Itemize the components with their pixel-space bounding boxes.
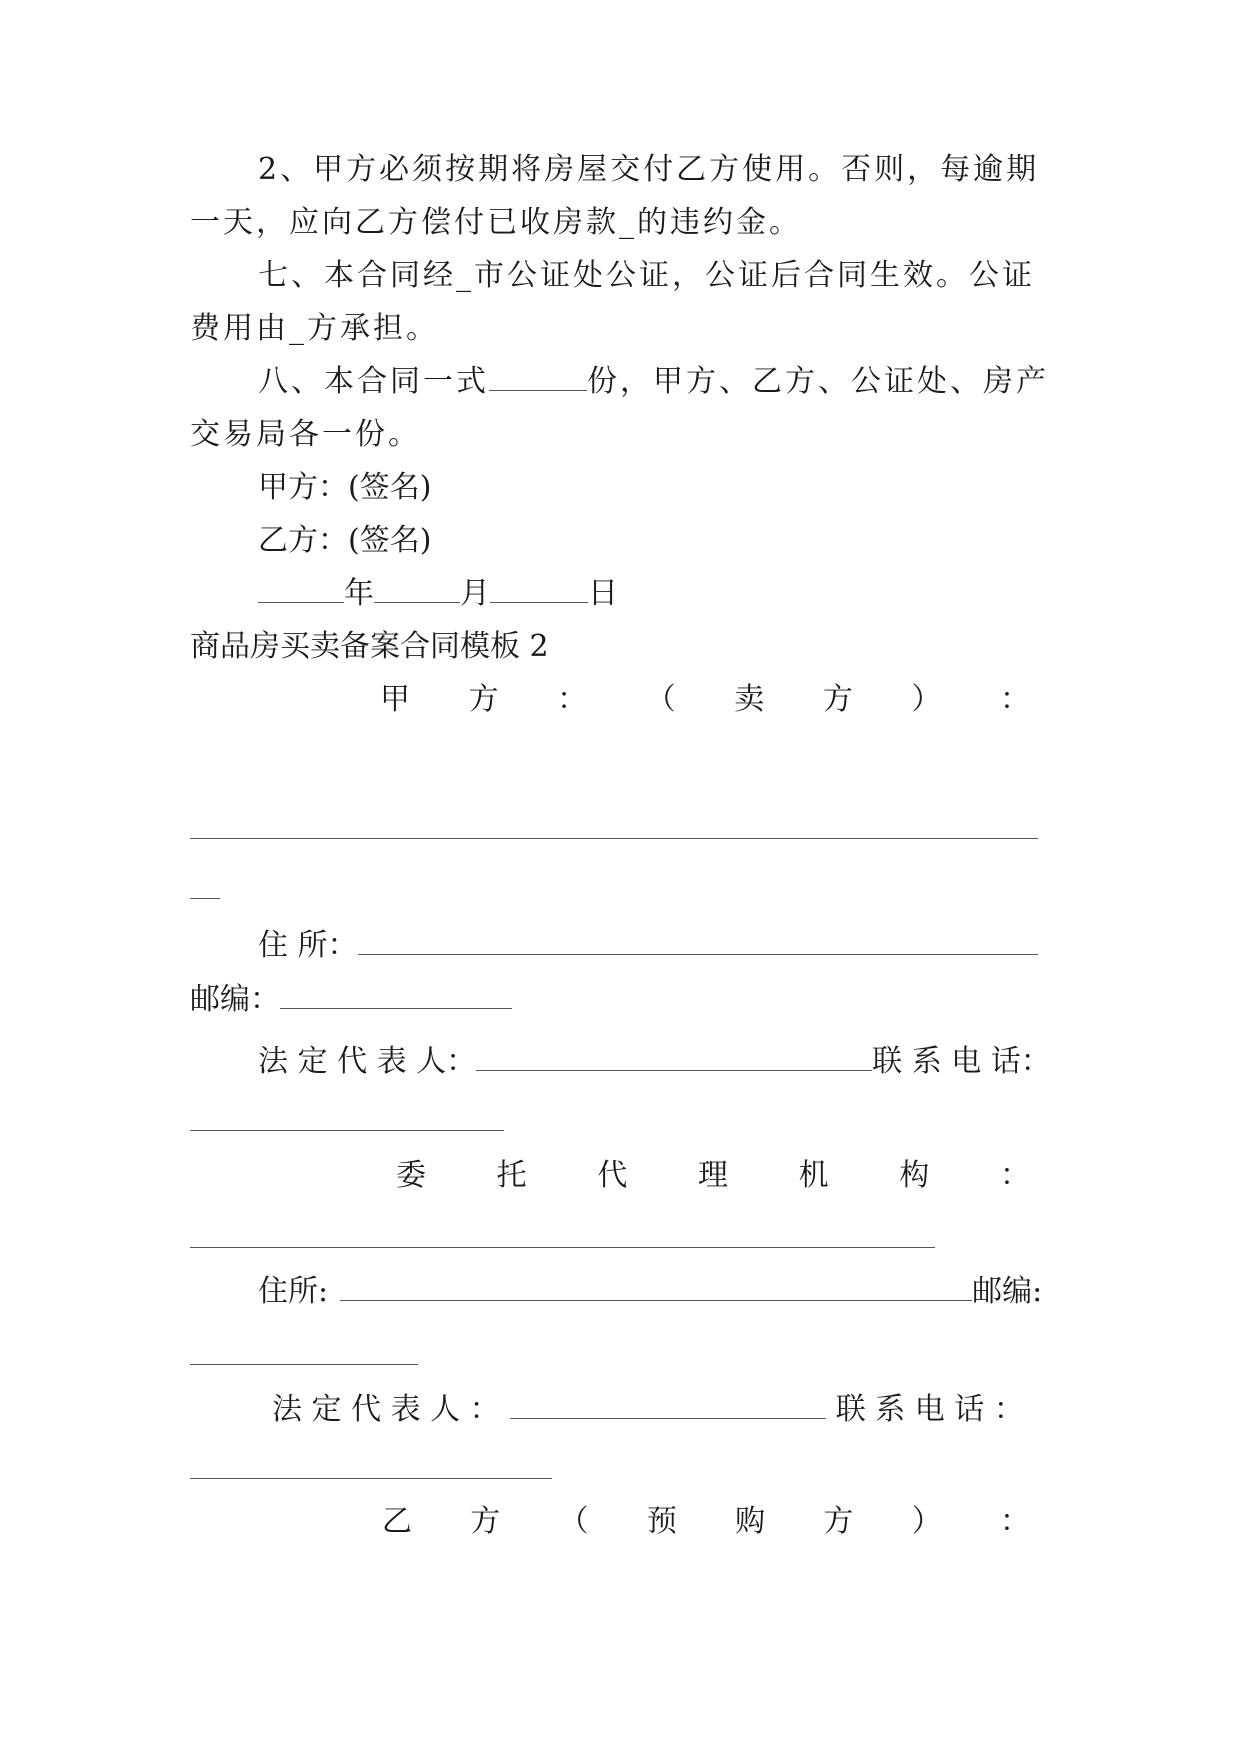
- year-label: 年: [344, 576, 374, 611]
- seller-legal-rep-label: 法 定 代 表 人：: [258, 1044, 477, 1079]
- agent-address-label: 住所:: [258, 1274, 329, 1309]
- buyer-heading-char: 方: [823, 1504, 854, 1539]
- seller-heading-char: （: [645, 682, 676, 717]
- para2-line1: 2、甲方必须按期将房屋交付乙方使用。否则，每逾期: [258, 152, 1040, 187]
- agent-heading-char: 机: [798, 1158, 829, 1193]
- buyer-heading: [382, 1502, 1030, 1542]
- agent-legal-rep-line: [272, 1390, 1064, 1430]
- date-line: [258, 574, 1050, 614]
- agent-heading-char: 委: [396, 1158, 426, 1193]
- month-blank: [374, 576, 460, 603]
- agent-postcode-label: 邮编:: [972, 1274, 1043, 1309]
- seller-heading-char: ：: [999, 682, 1030, 717]
- template2-title: 商品房买卖备案合同模板 2: [190, 629, 549, 664]
- day-blank: [490, 576, 588, 603]
- party-b-signature: 乙方：(签名): [258, 523, 432, 558]
- agent-address-blank: [340, 1274, 972, 1301]
- copies-blank: [489, 364, 587, 391]
- party-a-signature: 甲方：(签名): [258, 470, 432, 505]
- agent-heading-char: 构: [899, 1158, 930, 1193]
- agent-heading-char: ：: [999, 1158, 1030, 1193]
- seller-name-blank: [190, 838, 1038, 839]
- buyer-heading-char: （: [558, 1504, 589, 1539]
- agent-heading-char: 代: [597, 1158, 628, 1193]
- para8-text-b: 份，甲方、乙方、公证处、房产: [587, 364, 1049, 399]
- seller-heading-char: 卖: [734, 682, 765, 717]
- agent-heading-char: 托: [496, 1158, 527, 1193]
- seller-heading-char: 方: [822, 682, 853, 717]
- seller-postcode-line: [190, 980, 1050, 1020]
- agent-postcode-blank: [190, 1364, 418, 1365]
- buyer-heading-char: ：: [999, 1504, 1030, 1539]
- seller-phone-label: 联 系 电 话：: [872, 1044, 1051, 1079]
- seller-postcode-label: 邮编：: [190, 982, 280, 1017]
- agent-address-line: [258, 1272, 1050, 1312]
- buyer-heading-char: 购: [735, 1504, 766, 1539]
- seller-heading: [380, 680, 1030, 720]
- seller-postcode-blank: [280, 982, 512, 1009]
- seller-address-line: [258, 926, 1050, 966]
- seller-heading-char: 甲: [380, 682, 410, 717]
- para2-line2: 一天，应向乙方偿付已收房款_的违约金。: [190, 205, 802, 240]
- seller-heading-char: ）: [911, 682, 942, 717]
- buyer-heading-char: 乙: [382, 1504, 412, 1539]
- seller-phone-blank: [190, 1130, 504, 1131]
- para8-text-a: 八、本合同一式: [258, 364, 489, 399]
- para7-line2: 费用由_方承担。: [190, 311, 439, 346]
- seller-address-label: 住 所：: [258, 928, 358, 963]
- month-label: 月: [460, 576, 490, 611]
- agent-heading: [396, 1156, 1030, 1196]
- seller-heading-char: 方: [468, 682, 499, 717]
- agent-legal-rep-blank: [510, 1392, 826, 1419]
- agent-phone-blank: [190, 1478, 552, 1479]
- buyer-heading-char: 方: [470, 1504, 501, 1539]
- agent-heading-char: 理: [697, 1158, 728, 1193]
- year-blank: [258, 576, 344, 603]
- seller-legal-rep-line: [258, 1042, 1050, 1082]
- buyer-heading-char: 预: [646, 1504, 677, 1539]
- agent-phone-label: 联 系 电 话 ：: [835, 1392, 1024, 1427]
- para7-line1: 七、本合同经_市公证处公证，公证后合同生效。公证: [258, 258, 1035, 293]
- seller-address-blank: [358, 928, 1038, 955]
- seller-legal-rep-blank: [476, 1044, 872, 1071]
- seller-heading-char: ：: [557, 682, 588, 717]
- agent-name-blank: [190, 1247, 935, 1248]
- buyer-heading-char: ）: [911, 1504, 942, 1539]
- seller-name-blank-cont: [190, 898, 220, 899]
- para8-line1: [258, 362, 1050, 402]
- day-label: 日: [588, 576, 618, 611]
- para8-line2: 交易局各一份。: [190, 417, 421, 452]
- agent-legal-rep-label: 法 定 代 表 人 ：: [272, 1392, 500, 1427]
